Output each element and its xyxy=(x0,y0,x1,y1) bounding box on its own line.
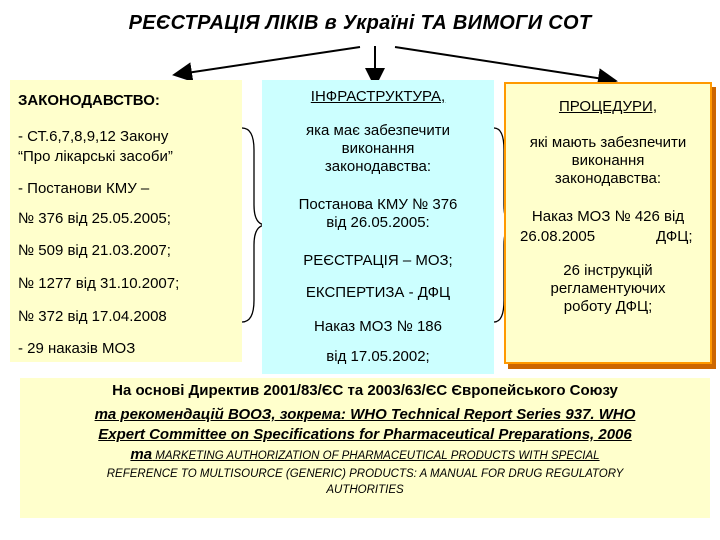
procedures-title: ПРОЦЕДУРИ, xyxy=(558,98,658,115)
procedures-subtitle-line: виконання xyxy=(571,152,645,169)
infrastructure-subtitle-line: законодавства: xyxy=(324,158,432,175)
legislation-item: № 509 від 21.03.2007; xyxy=(18,242,171,259)
legislation-item: - 29 наказів МОЗ xyxy=(18,340,136,357)
who-rec-line: Expert Committee on Specifications for Pharmaceutical Preparations, 2006 xyxy=(98,426,632,443)
procedures-instructions: роботу ДФЦ; xyxy=(563,298,653,315)
who-rec-caps: MARKETING AUTHORIZATION OF PHARMACEUTICAL PRODUCTS WITH SPECIAL xyxy=(152,450,600,462)
who-rec-prefix: та xyxy=(130,446,153,463)
bottom-note-box xyxy=(20,378,710,518)
procedures-order-date: 26.08.2005 xyxy=(520,228,596,245)
procedures-instructions: 26 інструкцій xyxy=(563,262,653,279)
infrastructure-expertise: ЕКСПЕРТИЗА - ДФЦ xyxy=(305,284,451,301)
infrastructure-title: ІНФРАСТРУКТУРА, xyxy=(310,88,446,105)
legislation-title: ЗАКОНОДАВСТВО: xyxy=(18,92,160,109)
infrastructure-box xyxy=(262,80,494,374)
who-rec-tail: REFERENCE TO MULTISOURCE (GENERIC) PRODUCTS: A MANUAL FOR DRUG REGULATORY xyxy=(106,468,624,480)
infrastructure-resolution: Постанова КМУ № 376 xyxy=(298,196,458,213)
legislation-item: № 376 від 25.05.2005; xyxy=(18,210,171,227)
legislation-item: “Про лікарські засоби” xyxy=(18,148,173,165)
infrastructure-resolution: від 26.05.2005: xyxy=(326,214,430,231)
infrastructure-subtitle-line: виконання xyxy=(341,140,415,157)
slide-title: РЕЄСТРАЦІЯ ЛІКІВ в Україні ТА ВИМОГИ СОТ xyxy=(128,12,592,34)
legislation-box xyxy=(10,80,242,362)
who-rec-line xyxy=(30,445,700,466)
procedures-instructions: регламентуючих xyxy=(550,280,666,297)
arrow-left xyxy=(180,47,360,74)
legislation-item: № 372 від 17.04.2008 xyxy=(18,308,167,325)
procedures-subtitle-line: законодавства: xyxy=(554,170,662,187)
arrow-right xyxy=(395,47,610,80)
legislation-item: - Постанови КМУ – xyxy=(18,180,150,197)
infrastructure-order-date: від 17.05.2002; xyxy=(326,348,430,365)
legislation-item: - СТ.6,7,8,9,12 Закону xyxy=(18,128,169,145)
who-rec-tail: AUTHORITIES xyxy=(326,484,404,496)
procedures-subtitle-line: які мають забезпечити xyxy=(529,134,687,151)
procedures-order: Наказ МОЗ № 426 від xyxy=(531,208,685,225)
procedures-box xyxy=(504,82,712,364)
directives-text: На основі Директив 2001/83/ЄС та 2003/63/ЄС Європейського Союзу xyxy=(112,382,618,399)
who-rec-line: та рекомендацій ВООЗ, зокрема: WHO Technical Report Series 937. WHO xyxy=(94,406,636,423)
procedures-order-target: ДФЦ; xyxy=(656,228,693,245)
legislation-item: № 1277 від 31.10.2007; xyxy=(18,275,180,292)
infrastructure-registration: РЕЄСТРАЦІЯ – МОЗ; xyxy=(303,252,453,269)
infrastructure-order: Наказ МОЗ № 186 xyxy=(314,318,442,335)
infrastructure-subtitle-line: яка має забезпечити xyxy=(306,122,450,139)
who-recommendations xyxy=(30,405,700,466)
